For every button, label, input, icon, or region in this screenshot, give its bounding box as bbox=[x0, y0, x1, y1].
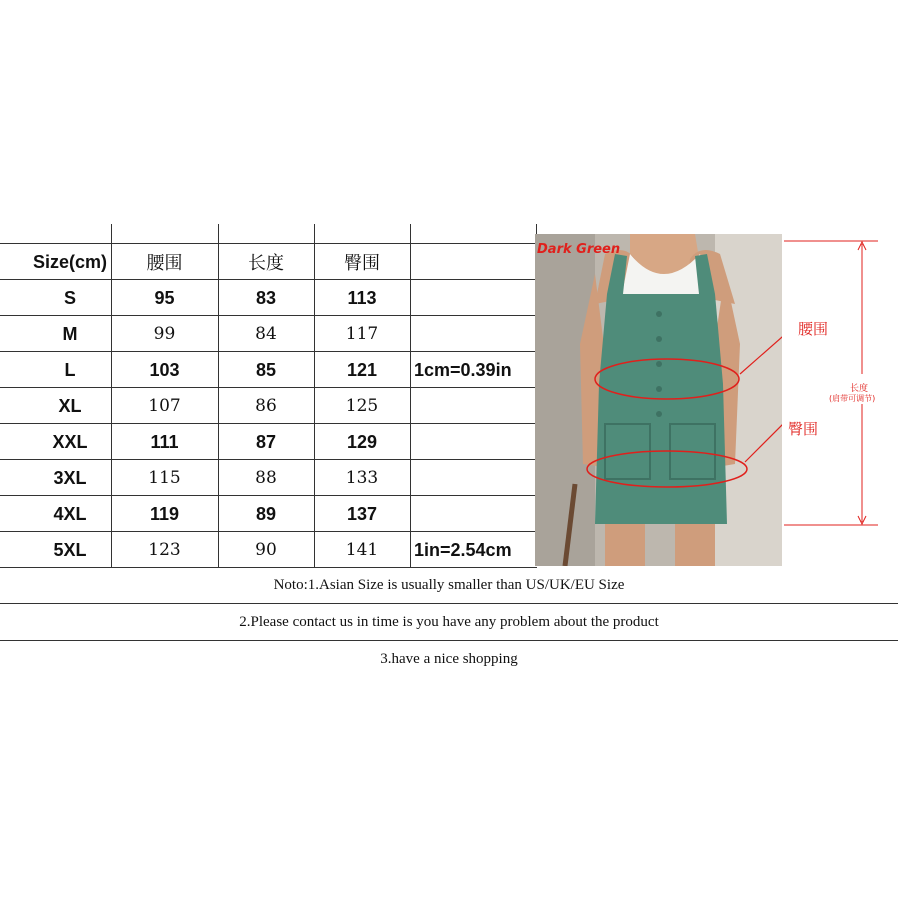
table-cell-waist: 115 bbox=[148, 468, 181, 488]
table-cell-hip: 133 bbox=[345, 468, 379, 488]
length-annotation-sub: (肩带可调节) bbox=[829, 394, 876, 403]
table-cell-hip: 129 bbox=[346, 431, 378, 452]
hip-annotation: 臀围 bbox=[788, 420, 819, 438]
table-cell-length: 90 bbox=[255, 540, 277, 560]
table-cell-length: 87 bbox=[255, 431, 277, 452]
waist-annotation: 腰围 bbox=[798, 320, 829, 338]
table-cell-length: 85 bbox=[255, 359, 277, 380]
table-cell-hip: 117 bbox=[345, 324, 379, 344]
header-size: Size(cm) bbox=[32, 251, 108, 272]
table-cell-waist: 119 bbox=[149, 503, 180, 524]
product-photo bbox=[535, 234, 782, 566]
color-label: Dark Green bbox=[537, 242, 621, 257]
table-cell-size: 5XL bbox=[53, 539, 87, 560]
table-cell-size: 3XL bbox=[53, 467, 87, 488]
table-cell-size: M bbox=[62, 323, 78, 344]
table-cell-length: 89 bbox=[255, 503, 277, 524]
table-cell-hip: 137 bbox=[346, 503, 378, 524]
romper-illustration bbox=[535, 234, 782, 566]
conversion-note: 1in=2.54cm bbox=[414, 539, 512, 560]
table-cell-hip: 121 bbox=[346, 359, 378, 380]
table-cell-length: 88 bbox=[255, 468, 277, 488]
header-length: 长度 bbox=[248, 253, 284, 274]
table-cell-hip: 113 bbox=[347, 287, 377, 308]
header-waist: 腰围 bbox=[146, 253, 183, 274]
table-cell-waist: 95 bbox=[154, 287, 175, 308]
table-cell-waist: 123 bbox=[148, 540, 181, 560]
table-cell-waist: 107 bbox=[148, 396, 181, 416]
table-cell-size: XL bbox=[58, 395, 82, 416]
header-hip: 臀围 bbox=[344, 253, 380, 274]
table-cell-length: 83 bbox=[255, 287, 277, 308]
table-cell-size: S bbox=[63, 287, 76, 308]
table-cell-waist: 99 bbox=[153, 324, 176, 344]
note-item: 2.Please contact us in time is you have any problem about the product bbox=[239, 613, 659, 630]
table-cell-size: L bbox=[64, 359, 76, 380]
table-divider bbox=[410, 224, 411, 567]
note-item: 3.have a nice shopping bbox=[380, 650, 518, 667]
length-arrow-icon bbox=[782, 234, 900, 534]
notes-section bbox=[0, 567, 898, 677]
table-cell-length: 86 bbox=[255, 396, 277, 416]
table-cell-waist: 103 bbox=[149, 359, 180, 380]
table-cell-waist: 111 bbox=[150, 431, 179, 452]
table-cell-size: 4XL bbox=[53, 503, 87, 524]
conversion-note: 1cm=0.39in bbox=[414, 359, 512, 380]
length-measure bbox=[782, 234, 900, 534]
size-table bbox=[0, 224, 537, 567]
table-cell-size: XXL bbox=[52, 431, 88, 452]
table-cell-hip: 141 bbox=[345, 540, 379, 560]
length-annotation: 长度 bbox=[850, 384, 869, 394]
table-cell-length: 84 bbox=[255, 324, 277, 344]
table-cell-hip: 125 bbox=[345, 396, 379, 416]
note-item: Noto:1.Asian Size is usually smaller than US/UK/EU Size bbox=[273, 576, 625, 593]
